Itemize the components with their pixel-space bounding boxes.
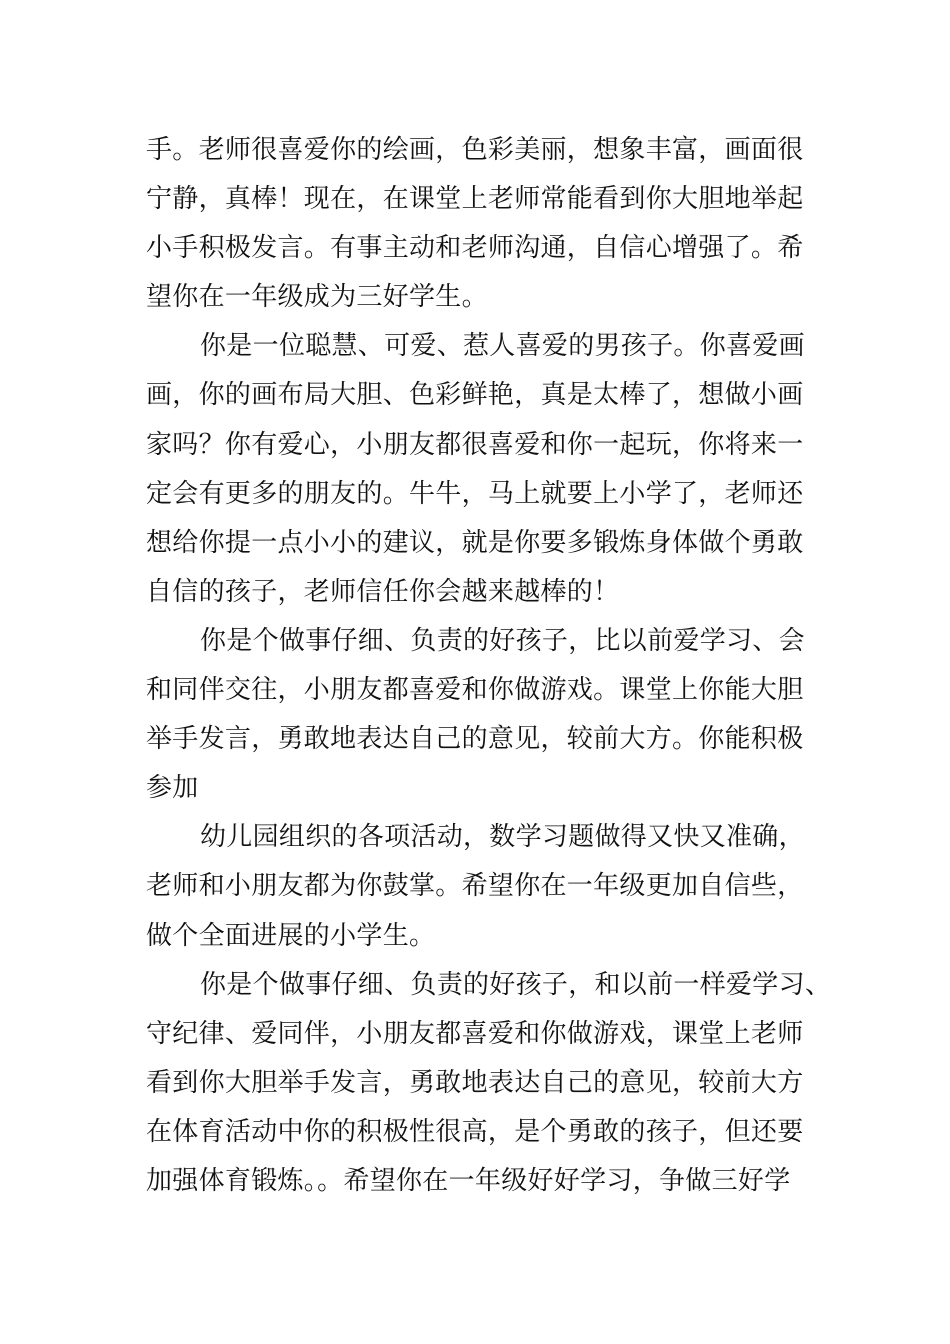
text-line: 自信的孩子，老师信任你会越来越棒的！ xyxy=(146,576,620,607)
text-line: 你是个做事仔细、负责的好孩子，比以前爱学习、会 xyxy=(200,625,805,656)
text-line: 你是个做事仔细、负责的好孩子，和以前一样爱学习、 xyxy=(200,969,832,1000)
text-line: 加强体育锻炼。。希望你在一年级好好学习，争做三好学 xyxy=(146,1165,791,1196)
text-line: 定会有更多的朋友的。牛牛，马上就要上小学了，老师还 xyxy=(146,478,804,509)
text-line: 参加 xyxy=(146,773,199,804)
text-line: 你是一位聪慧、可爱、惹人喜爱的男孩子。你喜爱画 xyxy=(200,331,805,362)
text-line: 看到你大胆举手发言，勇敢地表达自己的意见，较前大方 xyxy=(146,1067,804,1098)
text-line: 举手发言，勇敢地表达自己的意见，较前大方。你能积极 xyxy=(146,724,804,755)
text-line: 老师和小朋友都为你鼓掌。希望你在一年级更加自信些， xyxy=(146,871,804,902)
text-line: 守纪律、爱同伴，小朋友都喜爱和你做游戏，课堂上老师 xyxy=(146,1018,804,1049)
text-line: 家吗？你有爱心，小朋友都很喜爱和你一起玩，你将来一 xyxy=(146,429,804,460)
text-line: 宁静，真棒！现在，在课堂上老师常能看到你大胆地举起 xyxy=(146,184,804,215)
text-line: 和同伴交往，小朋友都喜爱和你做游戏。课堂上你能大胆 xyxy=(146,675,804,706)
text-line: 小手积极发言。有事主动和老师沟通，自信心增强了。希 xyxy=(146,233,804,264)
text-line: 在体育活动中你的积极性很高，是个勇敢的孩子，但还要 xyxy=(146,1116,804,1147)
text-line: 手。老师很喜爱你的绘画，色彩美丽，想象丰富，画面很 xyxy=(146,135,804,165)
text-line: 望你在一年级成为三好学生。 xyxy=(146,282,488,313)
document-body xyxy=(146,126,846,1206)
text-line: 做个全面进展的小学生。 xyxy=(146,920,436,951)
text-line: 想给你提一点小小的建议，就是你要多锻炼身体做个勇敢 xyxy=(146,527,804,558)
text-line: 幼儿园组织的各项活动，数学习题做得又快又准确， xyxy=(200,822,805,853)
text-line: 画，你的画布局大胆、色彩鲜艳，真是太棒了，想做小画 xyxy=(146,380,804,411)
